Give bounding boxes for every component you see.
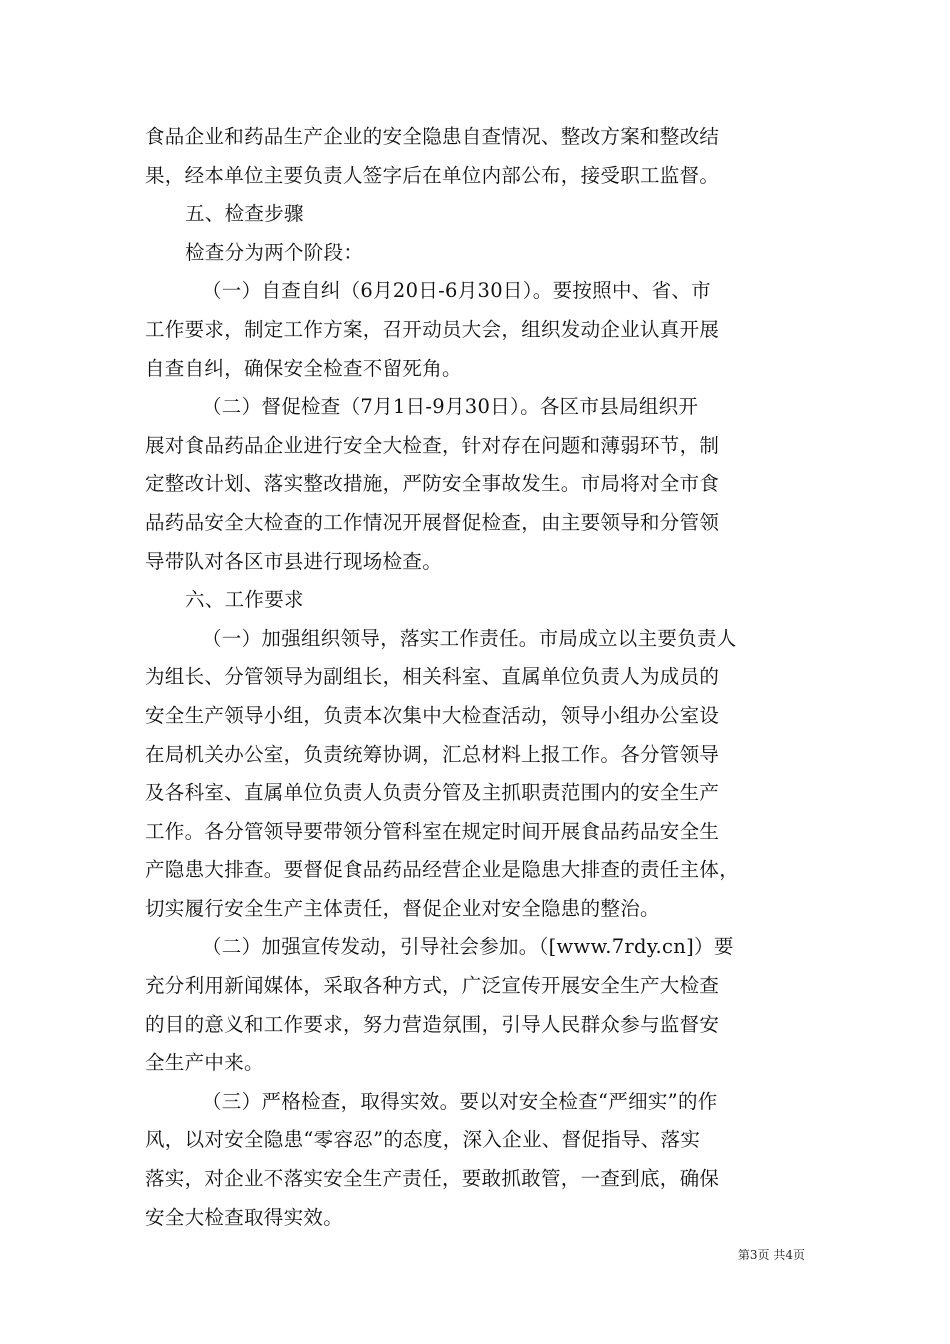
text-line: 工作要求，制定工作方案，召开动员大会，组织发动企业认真开展 [145,317,720,341]
text-line: 在局机关办公室，负责统筹协调，汇总材料上报工作。各分管领导 [145,742,720,766]
document-body [145,118,810,1237]
text-line: 的目的意义和工作要求，努力营造氛围，引导人民群众参与监督安 [145,1012,720,1036]
text-line: 落实，对企业不落实安全生产责任，要敢抓敢管，一查到底，确保 [145,1167,720,1191]
text-line: 自查自纠，确保安全检查不留死角。 [145,356,462,380]
text-line: 全生产中来。 [145,1051,264,1075]
text-line: 为组长、分管领导为副组长，相关科室、直属单位负责人为成员的 [145,665,720,689]
text-line: 导带队对各区市县进行现场检查。 [145,549,443,573]
text-line: 及各科室、直属单位负责人负责分管及主抓职责范围内的安全生产 [145,781,720,805]
text-line: 安全大检查取得实效。 [145,1205,344,1229]
text-line: 定整改计划、落实整改措施，严防安全事故发生。市局将对全市食 [145,472,720,496]
text-line: （二）加强宣传发动，引导社会参加。（[www.7rdy.cn]）要 [202,935,734,959]
page-footer: 第3页 共4页 [737,1248,805,1262]
text-line: 安全生产领导小组，负责本次集中大检查活动，领导小组办公室设 [145,703,720,727]
text-line: 切实履行安全生产主体责任，督促企业对安全隐患的整治。 [145,896,660,920]
text-line: 风，以对安全隐患“零容忍”的态度，深入企业、督促指导、落实 [145,1128,701,1152]
text-line: 六、工作要求 [185,588,304,612]
text-line: 果，经本单位主要负责人签字后在单位内部公布，接受职工监督。 [145,163,720,187]
text-line: （一）加强组织领导，落实工作责任。市局成立以主要负责人 [202,626,737,650]
text-line: （二）督促检查（7月1日-9月30日）。各区市县局组织开 [202,395,699,419]
text-line: 产隐患大排查。要督促食品药品经营企业是隐患大排查的责任主体， [145,858,740,882]
text-line: 充分利用新闻媒体，采取各种方式，广泛宣传开展安全生产大检查 [145,974,720,998]
text-line: 展对食品药品企业进行安全大检查，针对存在问题和薄弱环节，制 [145,433,720,457]
text-line: 检查分为两个阶段： [185,240,364,264]
text-line: 食品企业和药品生产企业的安全隐患自查情况、整改方案和整改结 [145,125,720,148]
text-line: （三）严格检查，取得实效。要以对安全检查“严细实”的作 [202,1089,718,1113]
text-line: 工作。各分管领导要带领分管科室在规定时间开展食品药品安全生 [145,819,720,843]
text-line: 五、检查步骤 [185,202,304,226]
text-line: （一）自查自纠（6月20日-6月30日）。要按照中、省、市 [202,279,711,303]
text-line: 品药品安全大检查的工作情况开展督促检查，由主要领导和分管领 [145,510,720,534]
